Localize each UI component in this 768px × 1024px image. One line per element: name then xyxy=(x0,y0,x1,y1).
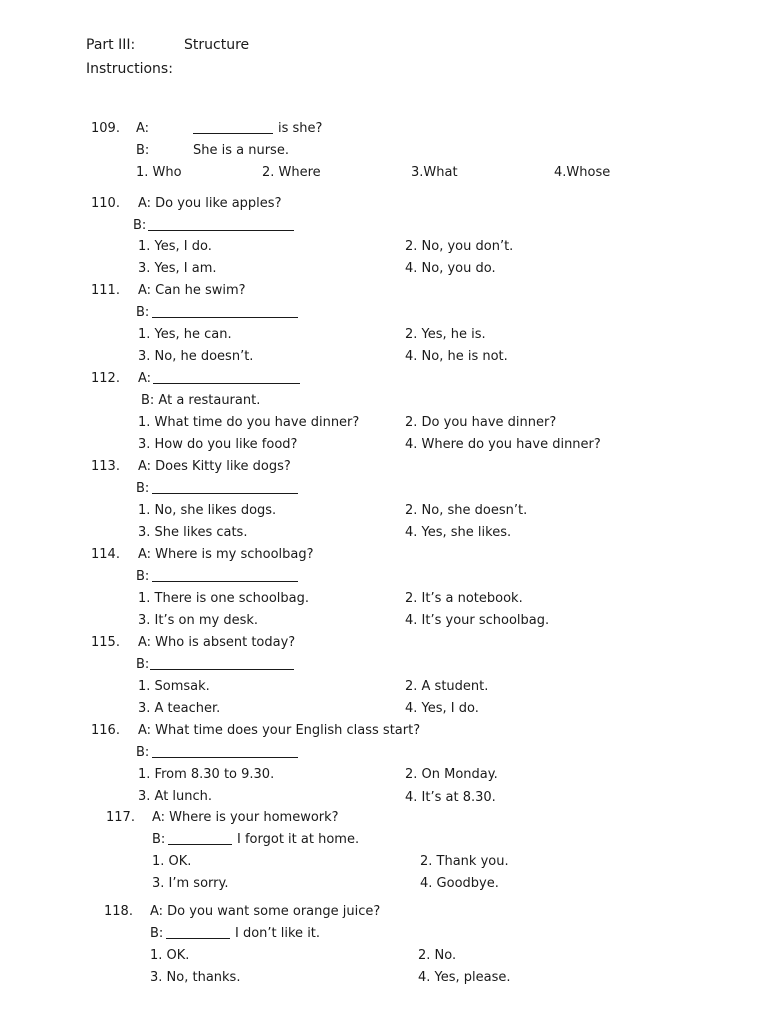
option-3[interactable]: 3. No, thanks. xyxy=(150,970,241,985)
option-1[interactable]: 1. From 8.30 to 9.30. xyxy=(138,767,275,782)
option-2[interactable]: 2. No, you don’t. xyxy=(405,239,514,254)
option-4[interactable]: 4. No, he is not. xyxy=(405,349,508,364)
question-number: 116. xyxy=(91,723,120,738)
option-4[interactable]: 4. It’s at 8.30. xyxy=(405,790,496,805)
speaker-b-label: B: xyxy=(136,745,150,760)
speaker-b-label: B: xyxy=(136,305,150,320)
question-number: 112. xyxy=(91,371,120,386)
question-number: 111. xyxy=(91,283,120,298)
option-4[interactable]: 4.Whose xyxy=(554,165,611,180)
option-1[interactable]: 1. Somsak. xyxy=(138,679,210,694)
speaker-a-text: A: Does Kitty like dogs? xyxy=(138,459,291,474)
speaker-b-text: B: At a restaurant. xyxy=(141,393,261,408)
option-2[interactable]: 2. Yes, he is. xyxy=(405,327,486,342)
option-3[interactable]: 3. At lunch. xyxy=(138,789,213,804)
option-3[interactable]: 3. Yes, I am. xyxy=(138,261,217,276)
option-4[interactable]: 4. Yes, please. xyxy=(418,970,511,985)
speaker-a-text: A: What time does your English class start? xyxy=(138,723,421,738)
speaker-a-text: A: Do you want some orange juice? xyxy=(150,904,381,919)
option-2[interactable]: 2. On Monday. xyxy=(405,767,498,782)
option-4[interactable]: 4. Yes, I do. xyxy=(405,701,479,716)
option-4[interactable]: 4. It’s your schoolbag. xyxy=(405,613,550,628)
question-number: 117. xyxy=(106,810,135,825)
speaker-b-label: B: xyxy=(136,569,150,584)
speaker-b-text: I don’t like it. xyxy=(235,926,321,941)
option-2[interactable]: 2. Do you have dinner? xyxy=(405,415,557,430)
answer-blank[interactable] xyxy=(148,218,294,231)
option-3[interactable]: 3. No, he doesn’t. xyxy=(138,349,254,364)
option-2[interactable]: 2. No, she doesn’t. xyxy=(405,503,528,518)
question-number: 115. xyxy=(91,635,120,650)
question-number: 113. xyxy=(91,459,120,474)
option-4[interactable]: 4. Yes, she likes. xyxy=(405,525,512,540)
option-1[interactable]: 1. What time do you have dinner? xyxy=(138,415,360,430)
option-3[interactable]: 3. It’s on my desk. xyxy=(138,613,259,628)
speaker-b-label: B: xyxy=(136,657,150,672)
part-label: Part III: xyxy=(86,37,136,53)
speaker-b-label: B: xyxy=(133,218,147,233)
option-2[interactable]: 2. No. xyxy=(418,948,457,963)
answer-blank[interactable] xyxy=(166,926,230,939)
speaker-a-text: A: Do you like apples? xyxy=(138,196,282,211)
speaker-a-text: is she? xyxy=(278,121,323,136)
question-number: 118. xyxy=(104,904,133,919)
part-heading xyxy=(86,37,249,53)
speaker-b-text: She is a nurse. xyxy=(193,143,289,158)
option-1[interactable]: 1. Who xyxy=(136,165,182,180)
speaker-b-label: B: xyxy=(152,832,166,847)
option-1[interactable]: 1. Yes, I do. xyxy=(138,239,212,254)
speaker-a-label: A: xyxy=(136,121,150,136)
option-3[interactable]: 3. A teacher. xyxy=(138,701,221,716)
answer-blank[interactable] xyxy=(150,657,294,670)
option-2[interactable]: 2. It’s a notebook. xyxy=(405,591,523,606)
option-4[interactable]: 4. Goodbye. xyxy=(420,876,499,891)
option-1[interactable]: 1. There is one schoolbag. xyxy=(138,591,310,606)
answer-blank[interactable] xyxy=(168,832,232,845)
option-1[interactable]: 1. No, she likes dogs. xyxy=(138,503,277,518)
option-3[interactable]: 3. She likes cats. xyxy=(138,525,248,540)
option-2[interactable]: 2. A student. xyxy=(405,679,489,694)
option-1[interactable]: 1. Yes, he can. xyxy=(138,327,232,342)
instructions-label: Instructions: xyxy=(86,61,173,77)
answer-blank[interactable] xyxy=(152,745,298,758)
option-4[interactable]: 4. No, you do. xyxy=(405,261,496,276)
option-1[interactable]: 1. OK. xyxy=(150,948,190,963)
option-3[interactable]: 3. I’m sorry. xyxy=(152,876,229,891)
option-2[interactable]: 2. Thank you. xyxy=(420,854,509,869)
speaker-b-label: B: xyxy=(136,481,150,496)
speaker-a-text: A: Who is absent today? xyxy=(138,635,296,650)
speaker-a-text: A: Where is your homework? xyxy=(152,810,339,825)
option-3[interactable]: 3. How do you like food? xyxy=(138,437,298,452)
option-3[interactable]: 3.What xyxy=(411,165,458,180)
answer-blank[interactable] xyxy=(152,305,298,318)
speaker-b-label: B: xyxy=(136,143,150,158)
speaker-b-text: I forgot it at home. xyxy=(237,832,360,847)
speaker-a-label: A: xyxy=(138,371,152,386)
option-2[interactable]: 2. Where xyxy=(262,165,321,180)
section-title: Structure xyxy=(184,37,250,53)
option-1[interactable]: 1. OK. xyxy=(152,854,192,869)
question-number: 110. xyxy=(91,196,120,211)
speaker-b-label: B: xyxy=(150,926,164,941)
question-number: 114. xyxy=(91,547,120,562)
answer-blank[interactable] xyxy=(152,569,298,582)
answer-blank[interactable] xyxy=(153,371,300,384)
answer-blank[interactable] xyxy=(152,481,298,494)
answer-blank[interactable] xyxy=(193,121,273,134)
speaker-a-text: A: Where is my schoolbag? xyxy=(138,547,314,562)
speaker-a-text: A: Can he swim? xyxy=(138,283,246,298)
option-4[interactable]: 4. Where do you have dinner? xyxy=(405,437,601,452)
question-number: 109. xyxy=(91,121,120,136)
